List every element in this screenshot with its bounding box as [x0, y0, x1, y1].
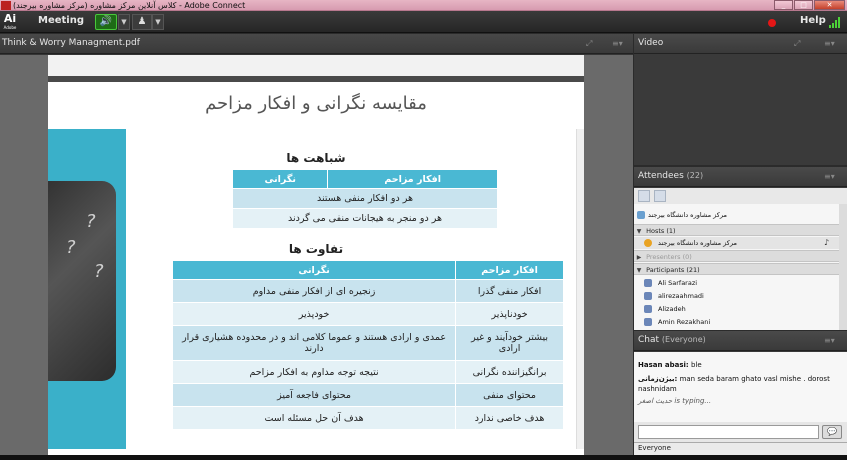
window-titlebar	[0, 0, 847, 11]
slide-title: مقایسه نگرانی و افکار مزاحم	[205, 93, 427, 114]
speaker-dropdown-button[interactable]	[118, 14, 130, 30]
speaker-icon: 🔊	[99, 16, 113, 27]
minimize-icon: _	[781, 1, 786, 9]
microphone-icon: ♪	[824, 238, 830, 247]
group-icon	[637, 211, 645, 219]
table-cell: نتیجه توجه مداوم به افکار مزاحم	[173, 361, 456, 384]
list-item[interactable]: Alizadeh	[634, 303, 839, 315]
window-title: کلاس آنلاین مرکز مشاوره (مرکز مشاوره بیرجند) - Adobe Connect	[13, 1, 246, 10]
table-header: افکار مزاحم	[456, 261, 564, 280]
participants-group-header[interactable]: ▼ Participants (21)	[634, 263, 839, 275]
table-cell: هر دو منجر به هیجانات منفی می گردند	[233, 209, 498, 229]
attendee-count: (22)	[686, 171, 704, 180]
close-button[interactable]	[814, 0, 845, 10]
presenters-group-header[interactable]: ▶ Presenters (0)	[634, 250, 839, 262]
share-pod-header	[0, 34, 633, 54]
slide-scrollbar[interactable]	[576, 129, 584, 449]
chat-input-row	[634, 422, 847, 442]
send-button[interactable]	[822, 425, 842, 439]
pod-menu-icon[interactable]: ≡▾	[824, 39, 835, 48]
raise-hand-button[interactable]	[132, 14, 152, 30]
recording-indicator-icon[interactable]	[768, 19, 776, 27]
table-row	[173, 361, 564, 384]
list-item[interactable]: مرکز مشاوره دانشگاه بیرجند	[634, 209, 839, 221]
pod-menu-icon[interactable]: ≡▾	[612, 39, 623, 48]
table-cell: محتوای منفی	[456, 384, 564, 407]
meeting-menu[interactable]: Meeting	[38, 15, 85, 26]
adobe-logo: Ai Adobe	[3, 12, 17, 30]
chat-pod-header	[634, 331, 847, 351]
chevron-down-icon: ▼	[636, 267, 642, 274]
chat-message	[638, 374, 843, 394]
chevron-down-icon: ▼	[121, 18, 127, 26]
table-cell: بیشتر خودآیند و غیر ارادی	[456, 326, 564, 361]
person-icon	[644, 292, 652, 300]
list-item[interactable]: مرکز مشاوره دانشگاه بیرجند ♪	[634, 237, 839, 249]
chat-target-label: Everyone	[638, 444, 671, 452]
person-icon	[644, 279, 652, 287]
table-cell: هدف خاصی ندارد	[456, 407, 564, 430]
fullscreen-icon[interactable]: ⤢	[586, 39, 593, 48]
table-row	[173, 407, 564, 430]
table-row	[173, 384, 564, 407]
slide-chalkboard-image	[48, 129, 126, 449]
video-pod-title: Video	[638, 38, 664, 48]
raise-hand-icon: ♟	[137, 16, 147, 27]
help-menu[interactable]: Help	[800, 15, 826, 26]
grid-view-icon[interactable]	[654, 190, 666, 202]
maximize-button[interactable]	[794, 0, 813, 10]
table-header: افکار مزاحم	[328, 170, 498, 189]
status-dropdown-button[interactable]	[152, 14, 164, 30]
chat-pod	[634, 331, 847, 455]
chevron-down-icon: ▼	[636, 228, 642, 235]
table-cell: خودپذیر	[173, 303, 456, 326]
table-cell: هدف آن حل مسئله است	[173, 407, 456, 430]
attendees-pod	[634, 167, 847, 330]
table-cell: زنجیره ای از افکار منفی مداوم	[173, 280, 456, 303]
chat-messages	[634, 352, 847, 422]
list-view-icon[interactable]	[638, 190, 650, 202]
chat-text: ble	[690, 361, 702, 369]
video-pod-header	[634, 34, 847, 54]
list-item[interactable]: alirezaahmadi	[634, 290, 839, 302]
person-icon	[644, 318, 652, 326]
chat-bubble-icon: 💬	[827, 427, 837, 436]
attendees-toolbar	[634, 188, 847, 204]
table-row	[173, 280, 564, 303]
table-cell: افکار منفی گذرا	[456, 280, 564, 303]
table-cell: محتوای فاجعه آمیز	[173, 384, 456, 407]
table-header: نگرانی	[233, 170, 328, 189]
pod-menu-icon[interactable]: ≡▾	[824, 336, 835, 345]
table-cell: خودناپذیر	[456, 303, 564, 326]
table-row	[173, 326, 564, 361]
share-pod-title: Think & Worry Managment.pdf	[2, 38, 140, 48]
chalkboard-picture: ? ? ?	[48, 181, 116, 381]
chevron-down-icon: ▼	[155, 18, 161, 26]
chat-pod-title: Chat (Everyone)	[638, 335, 706, 345]
chat-scope: (Everyone)	[661, 335, 706, 344]
chevron-right-icon: ▶	[636, 254, 642, 261]
table-cell: برانگیزاننده نگرانی	[456, 361, 564, 384]
chat-text: man seda baram ghato vasl mishe . dorost nashnidam	[638, 375, 830, 393]
list-item[interactable]: Amin Rezakhani	[634, 316, 839, 328]
share-canvas	[0, 55, 633, 455]
close-icon: ✕	[826, 1, 833, 9]
similarities-heading: شباهت ها	[286, 151, 346, 165]
attendees-pod-header	[634, 167, 847, 187]
app-icon	[1, 1, 11, 10]
taskbar-strip	[0, 455, 847, 460]
typing-indicator: حدیث اصغر is typing...	[638, 397, 712, 405]
differences-heading: تفاوت ها	[288, 242, 344, 256]
maximize-icon: □	[800, 1, 807, 9]
slide-top-band	[48, 55, 584, 82]
attendees-scrollbar[interactable]	[839, 204, 847, 330]
differences-table	[172, 260, 564, 430]
video-pod	[634, 34, 847, 165]
host-icon	[644, 239, 652, 247]
table-row	[173, 303, 564, 326]
table-cell: هر دو افکار منفی هستند	[233, 189, 498, 209]
connection-signal-icon	[829, 17, 842, 28]
table-cell: عمدی و ارادی هستند و عموما کلامی اند و در محدوده هشیاری قرار دارند	[173, 326, 456, 361]
attendees-pod-title: Attendees (22)	[638, 171, 704, 181]
chat-input[interactable]	[638, 425, 819, 439]
chat-sender: Hasan abasi:	[638, 361, 689, 369]
menu-bar	[0, 11, 847, 33]
minimize-button[interactable]	[774, 0, 793, 10]
hosts-group-header[interactable]: ▼ Hosts (1)	[634, 224, 839, 236]
share-pod	[0, 34, 633, 455]
person-icon	[644, 305, 652, 313]
attendees-list	[634, 204, 839, 330]
chat-message	[638, 360, 843, 370]
speaker-button[interactable]	[95, 14, 117, 30]
slide	[48, 55, 584, 455]
chat-sender: بیژن‌زمانی:	[638, 375, 678, 383]
table-header: نگرانی	[173, 261, 456, 280]
pod-menu-icon[interactable]: ≡▾	[824, 172, 835, 181]
fullscreen-icon[interactable]: ⤢	[794, 39, 801, 48]
list-item[interactable]: Ali Sarfarazi	[634, 277, 839, 289]
similarities-table	[232, 169, 498, 229]
chat-target-tab[interactable]	[634, 442, 847, 455]
